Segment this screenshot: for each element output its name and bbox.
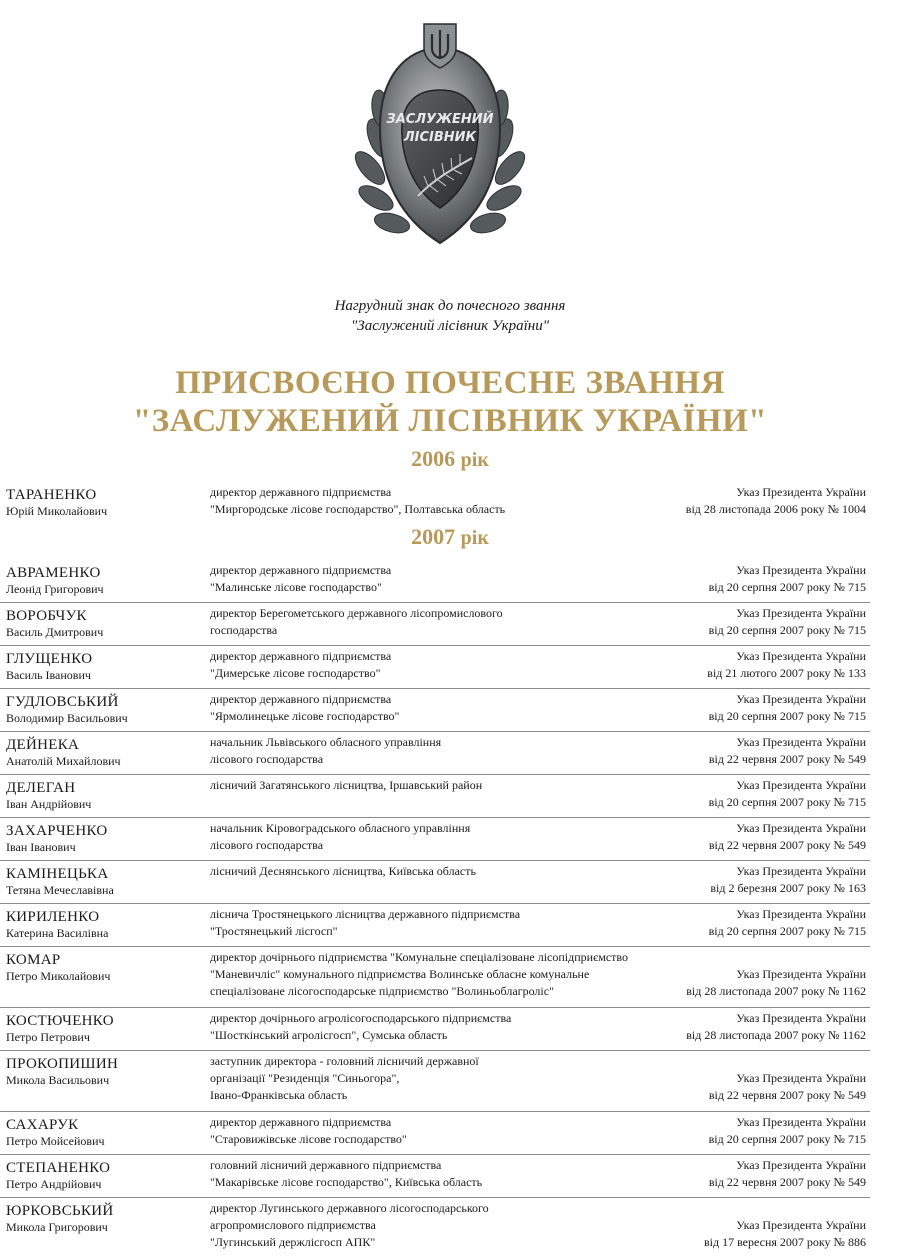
- awardee-surname: ЗАХАРЧЕНКО: [6, 823, 108, 839]
- awardee-entry: [0, 1053, 900, 1108]
- awardee-decree: [709, 691, 866, 725]
- awardee-given-name: Петро Мойсейович: [6, 1134, 105, 1148]
- awardee-surname: ДЕЙНЕКА: [6, 737, 80, 753]
- decree-line: від 28 листопада 2006 року № 1004: [685, 502, 866, 516]
- awardee-surname: КИРИЛЕНКО: [6, 909, 100, 925]
- awardee-entry: [0, 648, 900, 686]
- entry-divider: [0, 1154, 870, 1155]
- position-line: директор дочірнього агролісогосподарського підприємства: [210, 1011, 512, 1025]
- awardee-given-name: Микола Григорович: [6, 1220, 108, 1234]
- year-heading: [0, 446, 900, 473]
- position-line: "Димерське лісове господарство": [210, 666, 381, 680]
- decree-line: від 20 серпня 2007 року № 715: [708, 623, 866, 637]
- awardee-entry: [0, 777, 900, 815]
- position-line: лісничa Тростянецького лісництва державного підприємства: [210, 907, 521, 921]
- awardee-given-name: Василь Дмитрович: [6, 625, 104, 639]
- awardee-decree: [709, 820, 866, 854]
- decree-line: Указ Президента України: [736, 1218, 866, 1232]
- position-line: "Малинське лісове господарство": [210, 580, 382, 594]
- awardee-given-name: Іван Іванович: [6, 840, 76, 854]
- position-line: директор державного підприємства: [210, 563, 392, 577]
- entry-divider: [0, 1007, 870, 1008]
- awardee-decree: [709, 1157, 866, 1191]
- decree-line: Указ Президента України: [736, 778, 866, 792]
- awardee-given-name: Леонід Григорович: [6, 582, 104, 596]
- awardee-position: [210, 949, 660, 1000]
- awardee-entry: [0, 1200, 900, 1255]
- position-line: директор державного підприємства: [210, 649, 392, 663]
- badge-caption-line1: Нагрудний знак до почесного звання: [334, 298, 566, 314]
- awardee-entry: [0, 484, 900, 522]
- awardee-decree: [709, 562, 866, 596]
- decree-line: від 22 червня 2007 року № 549: [708, 838, 866, 852]
- position-line: "Лугинський держлісгосп АПК": [210, 1235, 376, 1249]
- position-line: директор Лугинського державного лісогосподарського: [210, 1201, 489, 1215]
- awardee-surname: КОСТЮЧЕНКО: [6, 1013, 114, 1029]
- awardee-decree: [709, 734, 866, 768]
- position-line: директор Берегометського державного лісопромислового: [210, 606, 503, 620]
- awardee-position: [210, 820, 660, 854]
- position-line: головний лісничий державного підприємства: [210, 1158, 442, 1172]
- awardee-position: [210, 1010, 660, 1044]
- position-line: агропромислового підприємства: [210, 1218, 376, 1232]
- awardee-position: [210, 734, 660, 768]
- entry-divider: [0, 774, 870, 775]
- entry-divider: [0, 860, 870, 861]
- decree-line: Указ Президента України: [736, 735, 866, 749]
- position-line: господарства: [210, 623, 278, 637]
- position-line: організації "Резиденція "Синьогора",: [210, 1071, 400, 1085]
- entry-divider: [0, 731, 870, 732]
- position-line: "Маневичліс" комунального підприємства Волинське обласне комунальне: [210, 967, 590, 981]
- awardee-decree: [709, 906, 866, 940]
- awardee-position: [210, 691, 660, 725]
- awardee-given-name: Іван Андрійович: [6, 797, 92, 811]
- awardee-decree: [709, 777, 866, 811]
- awardee-given-name: Микола Васильович: [6, 1073, 110, 1087]
- position-line: директор державного підприємства: [210, 485, 392, 499]
- decree-line: Указ Президента України: [736, 1158, 866, 1172]
- page-title-line1: ПРИСВОЄНО ПОЧЕСНЕ ЗВАННЯ: [175, 365, 725, 401]
- decree-line: Указ Президента України: [736, 649, 866, 663]
- position-line: директор дочірнього підприємства "Комунальне спеціалізоване лісопідприємство: [210, 950, 628, 964]
- awardee-surname: АВРАМЕНКО: [6, 565, 101, 581]
- awardee-given-name: Петро Андрійович: [6, 1177, 102, 1191]
- awardee-decree: [710, 863, 866, 897]
- decree-line: від 17 вересня 2007 року № 886: [703, 1235, 866, 1249]
- forester-badge-icon: [340, 18, 540, 258]
- entry-divider: [0, 817, 870, 818]
- entry-divider: [0, 688, 870, 689]
- decree-line: Указ Президента України: [736, 692, 866, 706]
- position-line: заступник директора - головний лісничий державної: [210, 1054, 479, 1068]
- awardee-given-name: Василь Іванович: [6, 668, 91, 682]
- awardee-position: [210, 648, 660, 682]
- decree-line: від 28 листопада 2007 року № 1162: [686, 984, 866, 998]
- entry-divider: [0, 903, 870, 904]
- awardee-entry: [0, 1114, 900, 1152]
- badge-text-line1: ЗАСЛУЖЕНИЙ: [386, 112, 494, 127]
- awardee-position: [210, 906, 660, 940]
- awardee-position: [210, 1114, 660, 1148]
- awardee-decree: [704, 1217, 866, 1251]
- position-line: "Макарівське лісове господарство", Київська область: [210, 1175, 483, 1189]
- decree-line: від 22 червня 2007 року № 549: [708, 752, 866, 766]
- awardee-surname: САХАРУК: [6, 1117, 79, 1133]
- awardee-entry: [0, 691, 900, 729]
- position-line: спеціалізоване лісогосподарське підприємство "Волиньоблагроліс": [210, 984, 554, 998]
- year-heading: [0, 524, 900, 551]
- position-line: лісничий Деснянського лісництва, Київська область: [210, 864, 476, 878]
- decree-line: від 20 серпня 2007 року № 715: [708, 924, 866, 938]
- position-line: Івано-Франківська область: [210, 1088, 348, 1102]
- decree-line: від 22 червня 2007 року № 549: [708, 1175, 866, 1189]
- entry-divider: [0, 1111, 870, 1112]
- awardee-decree: [707, 648, 866, 682]
- awardee-surname: КОМАР: [6, 952, 61, 968]
- awardee-surname: ГЛУЩЕНКО: [6, 651, 93, 667]
- awardee-given-name: Катерина Василівна: [6, 926, 109, 940]
- badge-caption-line2: "Заслужений лісівник України": [350, 318, 549, 334]
- decree-line: Указ Президента України: [736, 1011, 866, 1025]
- awardee-entry: [0, 863, 900, 901]
- decree-line: Указ Президента України: [736, 563, 866, 577]
- entry-divider: [0, 946, 870, 947]
- position-line: лісничий Загатянського лісництва, Іршавський район: [210, 778, 483, 792]
- decree-line: від 20 серпня 2007 року № 715: [708, 580, 866, 594]
- page-title-line2: "ЗАСЛУЖЕНИЙ ЛІСІВНИК УКРАЇНИ": [132, 403, 768, 439]
- decree-line: Указ Президента України: [736, 1115, 866, 1129]
- awardee-position: [210, 605, 660, 639]
- decree-line: від 22 червня 2007 року № 549: [708, 1088, 866, 1102]
- decree-line: Указ Президента України: [736, 606, 866, 620]
- decree-line: Указ Президента України: [736, 907, 866, 921]
- awardee-entry: [0, 906, 900, 944]
- position-line: "Старовижівське лісове господарство": [210, 1132, 407, 1146]
- decree-line: від 20 серпня 2007 року № 715: [708, 709, 866, 723]
- awardee-position: [210, 562, 660, 596]
- entry-divider: [0, 1197, 870, 1198]
- awardee-entry: [0, 562, 900, 600]
- awardee-decree: [686, 1010, 866, 1044]
- year-word: рік: [460, 449, 489, 471]
- decree-line: Указ Президента України: [736, 1071, 866, 1085]
- awardee-surname: ДЕЛЕГАН: [6, 780, 76, 796]
- position-line: "Ярмолинецьке лісове господарство": [210, 709, 400, 723]
- decree-line: Указ Президента України: [736, 967, 866, 981]
- awardee-position: [210, 863, 660, 880]
- awardee-position: [210, 1157, 660, 1191]
- decree-line: Указ Президента України: [736, 864, 866, 878]
- awardee-surname: ВОРОБЧУК: [6, 608, 87, 624]
- badge-text-line2: ЛІСІВНИК: [403, 130, 477, 145]
- awardee-position: [210, 777, 660, 794]
- awardee-given-name: Петро Миколайович: [6, 969, 111, 983]
- position-line: "Тростянецький лісгосп": [210, 924, 338, 938]
- entry-divider: [0, 1050, 870, 1051]
- awardee-surname: ЮРКОВСЬКИЙ: [6, 1203, 114, 1219]
- year-number: 2006: [411, 446, 456, 471]
- awardee-surname: СТЕПАНЕНКО: [6, 1160, 111, 1176]
- decree-line: від 21 лютого 2007 року № 133: [707, 666, 866, 680]
- awardee-entry: [0, 1157, 900, 1195]
- awardee-decree: [686, 966, 866, 1000]
- entry-divider: [0, 645, 870, 646]
- decree-line: від 20 серпня 2007 року № 715: [708, 795, 866, 809]
- awardee-surname: ПРОКОПИШИН: [6, 1056, 119, 1072]
- position-line: начальник Кіровоградського обласного управління: [210, 821, 471, 835]
- year-number: 2007: [411, 524, 456, 549]
- awardee-decree: [709, 1114, 866, 1148]
- awardee-entry: [0, 605, 900, 643]
- awardee-surname: ТАРАНЕНКО: [6, 487, 97, 503]
- year-word: рік: [460, 527, 489, 549]
- position-line: "Миргородське лісове господарство", Полтавська область: [210, 502, 506, 516]
- decree-line: Указ Президента України: [736, 821, 866, 835]
- decree-line: від 2 березня 2007 року № 163: [710, 881, 866, 895]
- awardee-entry: [0, 949, 900, 1004]
- decree-line: від 20 серпня 2007 року № 715: [708, 1132, 866, 1146]
- awardee-given-name: Анатолій Михайлович: [6, 754, 121, 768]
- awardee-decree: [709, 1070, 866, 1104]
- position-line: лісового господарства: [210, 752, 324, 766]
- awardee-entry: [0, 734, 900, 772]
- position-line: начальник Львівського обласного управління: [210, 735, 442, 749]
- awardee-position: [210, 1200, 660, 1251]
- awardee-given-name: Петро Петрович: [6, 1030, 90, 1044]
- position-line: директор державного підприємства: [210, 1115, 392, 1129]
- awardee-entry: [0, 820, 900, 858]
- entry-divider: [0, 602, 870, 603]
- awardee-surname: КАМІНЕЦЬКА: [6, 866, 109, 882]
- awardee-given-name: Тетяна Мечеславівна: [6, 883, 114, 897]
- awardee-given-name: Володимир Васильович: [6, 711, 128, 725]
- position-line: директор державного підприємства: [210, 692, 392, 706]
- awardee-decree: [709, 605, 866, 639]
- awardee-entry: [0, 1010, 900, 1048]
- position-line: "Шосткінський агролісгосп", Сумська область: [210, 1028, 448, 1042]
- position-line: лісового господарства: [210, 838, 324, 852]
- awardee-given-name: Юрій Миколайович: [6, 504, 108, 518]
- awardee-position: [210, 484, 660, 518]
- awardee-surname: ГУДЛОВСЬКИЙ: [6, 694, 119, 710]
- awardee-decree: [686, 484, 866, 518]
- decree-line: Указ Президента України: [736, 485, 866, 499]
- decree-line: від 28 листопада 2007 року № 1162: [686, 1028, 866, 1042]
- awardee-position: [210, 1053, 660, 1104]
